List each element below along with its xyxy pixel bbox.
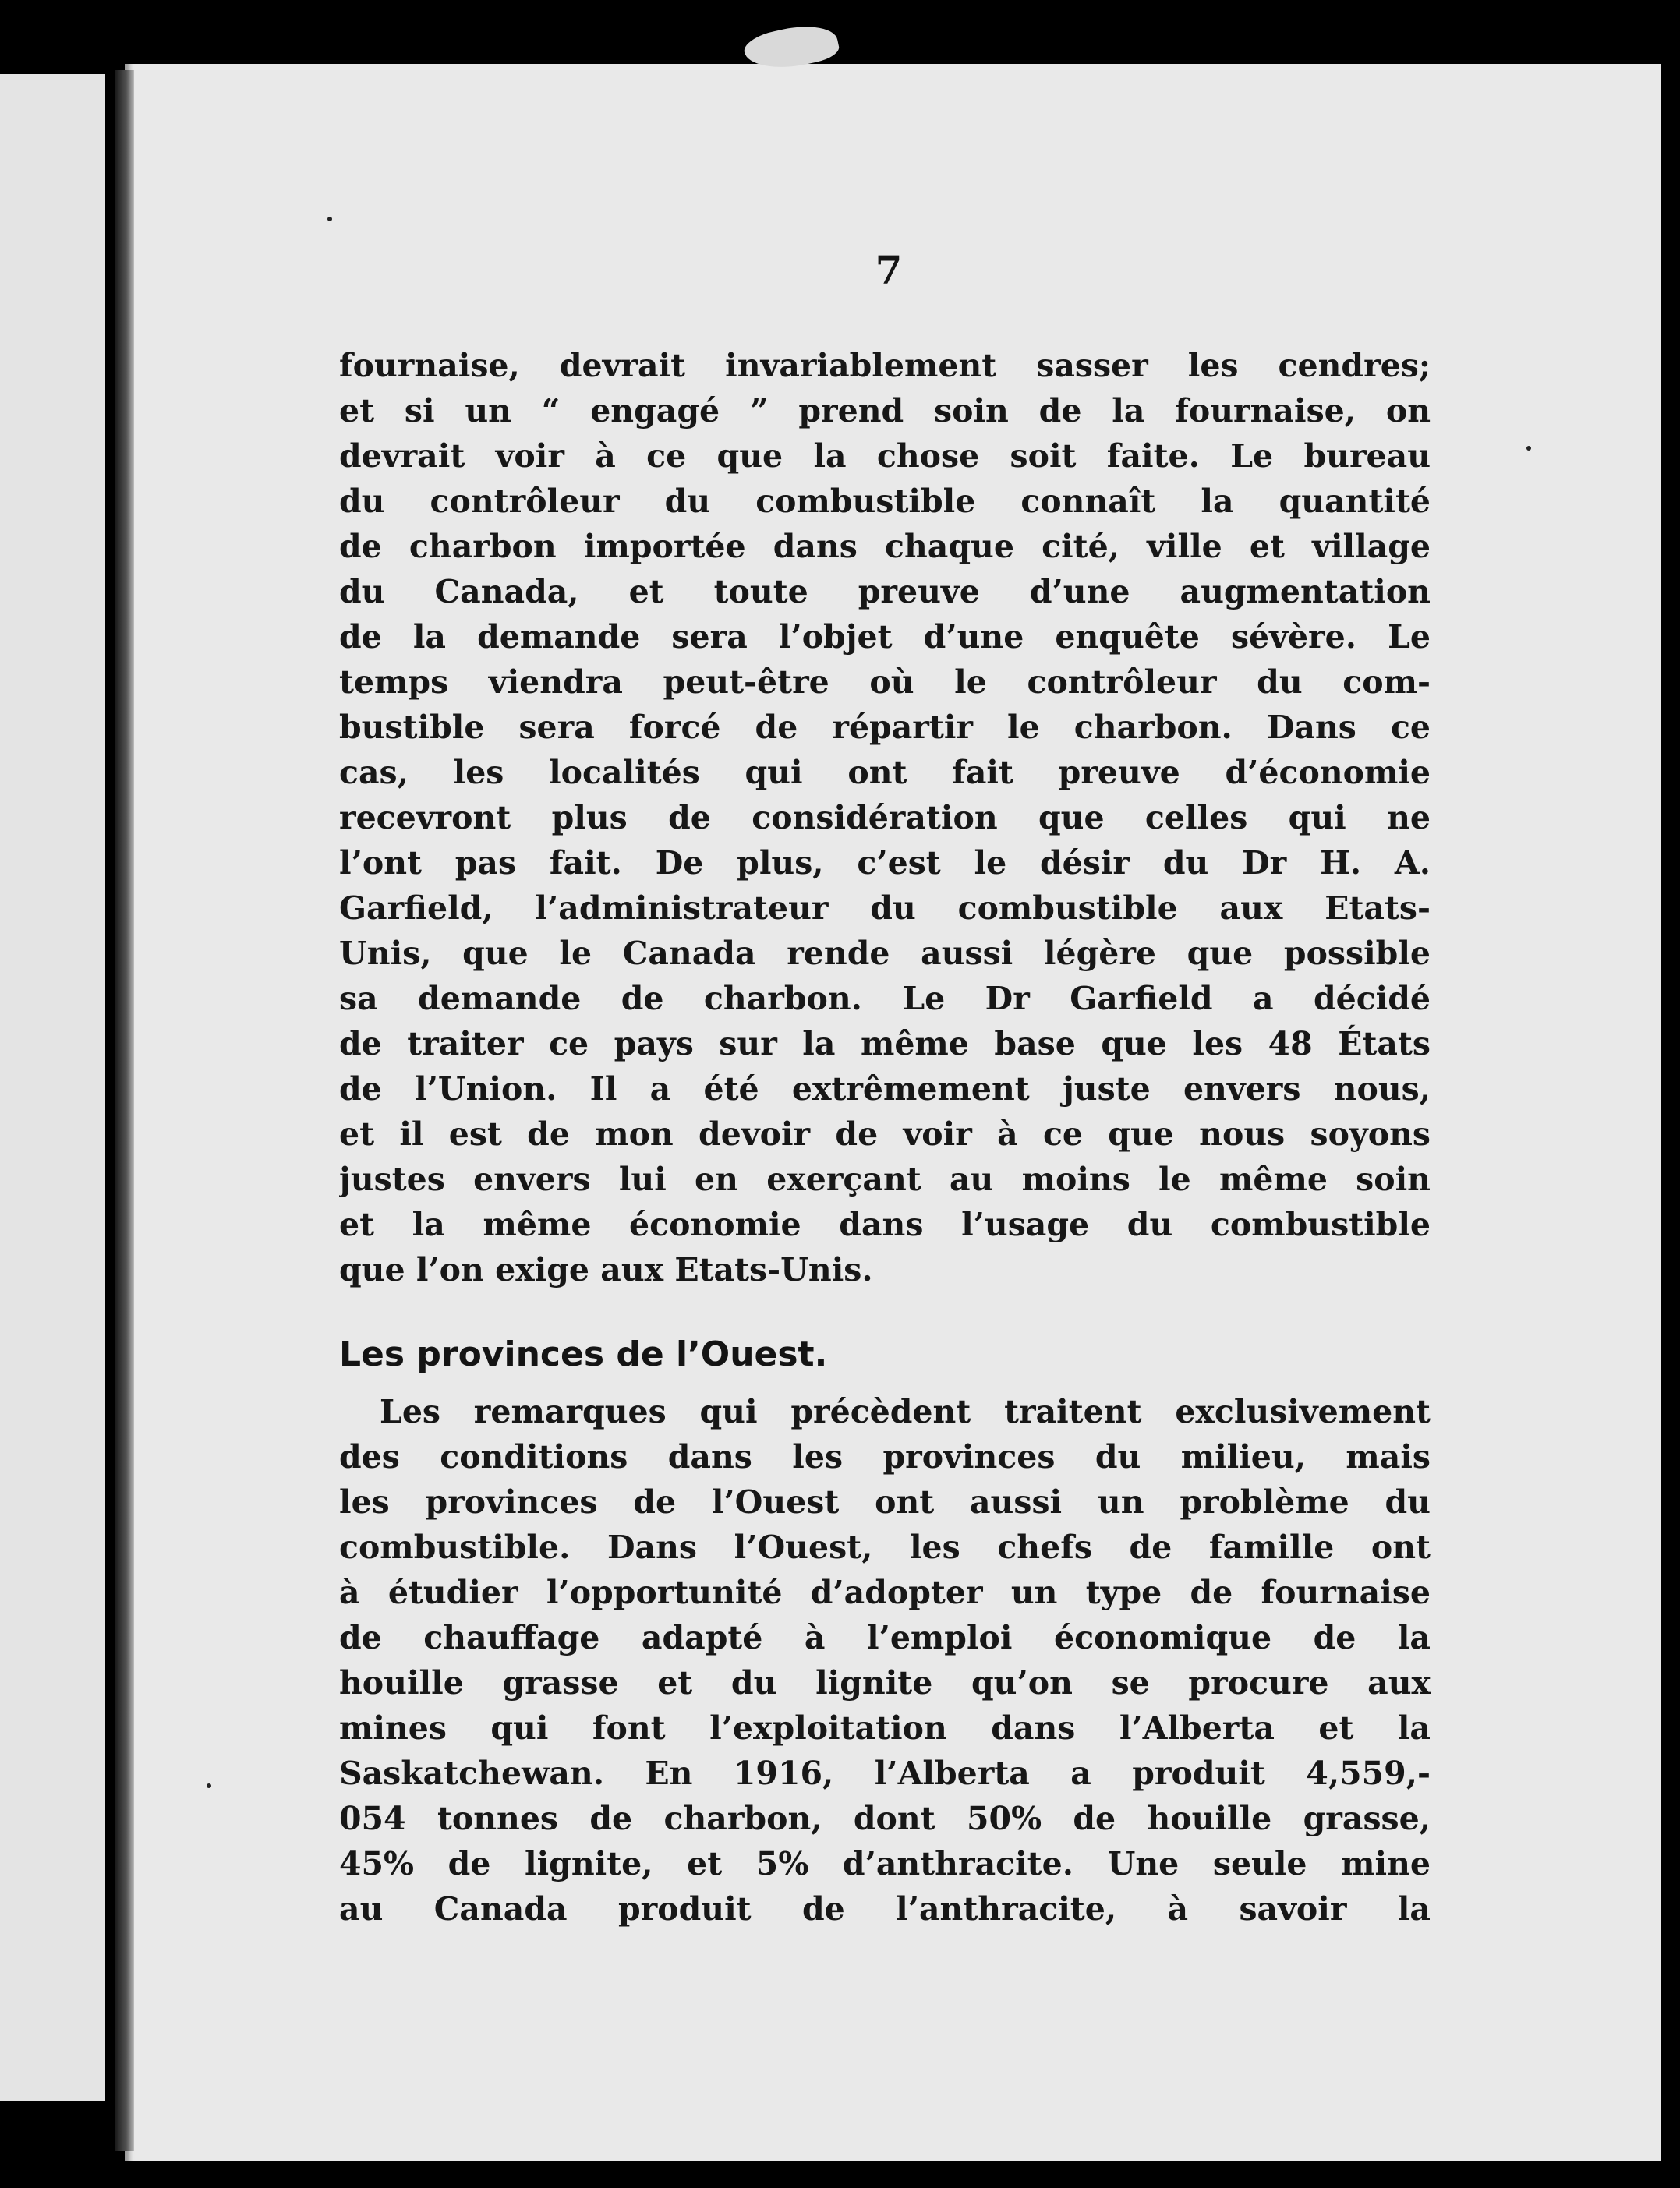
page-number: 7 <box>875 247 903 293</box>
paper-speck <box>207 1783 211 1788</box>
text-line: de charbon importée dans chaque cité, ville et village <box>339 528 1431 565</box>
text-line: de chauffage adapté à l’emploi économique de la <box>339 1619 1431 1656</box>
text-line: et il est de mon devoir de voir à ce que nous soyons <box>339 1115 1431 1153</box>
body-paragraph-1 <box>339 343 1431 1292</box>
text-line: de la demande sera l’objet d’une enquête sévère. Le <box>339 618 1431 656</box>
text-line: du Canada, et toute preuve d’une augmentation <box>339 573 1431 610</box>
text-line: et la même économie dans l’usage du combustible <box>339 1206 1431 1243</box>
text-line: combustible. Dans l’Ouest, les chefs de famille ont <box>339 1529 1431 1566</box>
section-heading: Les provinces de l’Ouest. <box>339 1334 828 1374</box>
text-line: Saskatchewan. En 1916, l’Alberta a produit 4,559,- <box>339 1755 1431 1792</box>
text-line: bustible sera forcé de répartir le charbon. Dans ce <box>339 709 1431 746</box>
text-line: les provinces de l’Ouest ont aussi un problème du <box>339 1483 1431 1521</box>
text-line: sa demande de charbon. Le Dr Garfield a décidé <box>339 980 1431 1017</box>
text-line: Garfield, l’administrateur du combustible aux Etats- <box>339 889 1431 927</box>
text-line: du contrôleur du combustible connaît la quantité <box>339 482 1431 520</box>
body-paragraph-2 <box>339 1389 1431 1932</box>
text-line: 054 tonnes de charbon, dont 50% de houille grasse, <box>339 1800 1431 1837</box>
text-line: 45% de lignite, et 5% d’anthracite. Une seule mine <box>339 1845 1431 1882</box>
text-line: de traiter ce pays sur la même base que les 48 États <box>339 1025 1431 1062</box>
facing-page-edge <box>0 74 105 2101</box>
paper-speck <box>327 217 332 221</box>
text-line: cas, les localités qui ont fait preuve d’économie <box>339 754 1431 791</box>
text-line: à étudier l’opportunité d’adopter un type de fournaise <box>339 1574 1431 1611</box>
binding-shadow <box>115 70 134 2151</box>
text-line: temps viendra peut-être où le contrôleur du com- <box>339 663 1431 701</box>
text-line: recevront plus de considération que celles qui ne <box>339 799 1431 836</box>
text-line: l’ont pas fait. De plus, c’est le désir du Dr H. A. <box>339 844 1431 882</box>
text-line: au Canada produit de l’anthracite, à savoir la <box>339 1890 1431 1928</box>
text-line: Unis, que le Canada rende aussi légère que possible <box>339 935 1431 972</box>
text-line: fournaise, devrait invariablement sasser les cendres; <box>339 347 1431 384</box>
text-line: de l’Union. Il a été extrêmement juste envers nous, <box>339 1070 1431 1108</box>
text-line: Les remarques qui précèdent traitent exclusivement <box>380 1393 1431 1430</box>
paper-speck <box>1526 446 1531 451</box>
text-line: mines qui font l’exploitation dans l’Alberta et la <box>339 1709 1431 1747</box>
text-line: et si un “ engagé ” prend soin de la fournaise, on <box>339 392 1431 429</box>
text-line: justes envers lui en exerçant au moins le même soin <box>339 1161 1431 1198</box>
text-line: que l’on exige aux Etats-Unis. <box>339 1251 873 1288</box>
text-line: houille grasse et du lignite qu’on se procure aux <box>339 1664 1431 1702</box>
text-line: des conditions dans les provinces du milieu, mais <box>339 1438 1431 1476</box>
text-line: devrait voir à ce que la chose soit faite. Le bureau <box>339 437 1431 475</box>
